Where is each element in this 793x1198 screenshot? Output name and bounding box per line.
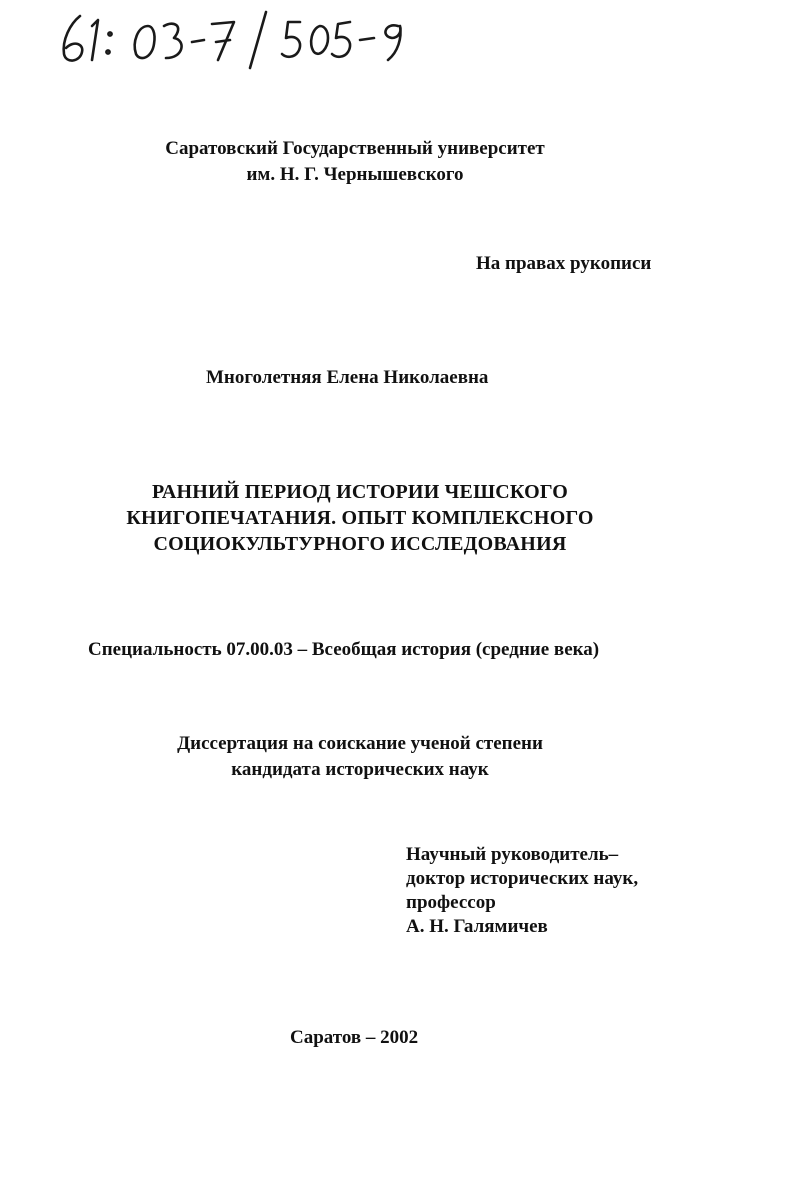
degree-line-1: Диссертация на соискание ученой степени xyxy=(177,733,543,754)
university-header xyxy=(120,136,590,188)
handwritten-catalog-number xyxy=(52,2,432,72)
specialty: Специальность 07.00.03 – Всеобщая история (средние века) xyxy=(88,639,600,660)
dissertation-title xyxy=(100,479,620,557)
supervisor-degree: доктор исторических наук, xyxy=(406,868,639,889)
title-line-1: РАННИЙ ПЕРИОД ИСТОРИИ ЧЕШСКОГО xyxy=(151,481,569,503)
title-line-2: КНИГОПЕЧАТАНИЯ. ОПЫТ КОМПЛЕКСНОГО xyxy=(126,507,594,529)
supervisor-name: А. Н. Галямичев xyxy=(406,916,548,937)
city-year: Саратов – 2002 xyxy=(290,1027,419,1048)
university-named-after: им. Н. Г. Чернышевского xyxy=(246,164,464,185)
supervisor-label: Научный руководитель– xyxy=(406,844,619,865)
supervisor-block xyxy=(406,843,638,939)
university-name: Саратовский Государственный университет xyxy=(165,138,545,159)
title-line-3: СОЦИОКУЛЬТУРНОГО ИССЛЕДОВАНИЯ xyxy=(153,533,567,555)
degree-statement xyxy=(130,731,590,783)
supervisor-title: профессор xyxy=(406,892,496,913)
manuscript-rights: На правах рукописи xyxy=(476,253,652,274)
degree-line-2: кандидата исторических наук xyxy=(231,759,489,780)
author-name: Многолетняя Елена Николаевна xyxy=(206,367,489,388)
